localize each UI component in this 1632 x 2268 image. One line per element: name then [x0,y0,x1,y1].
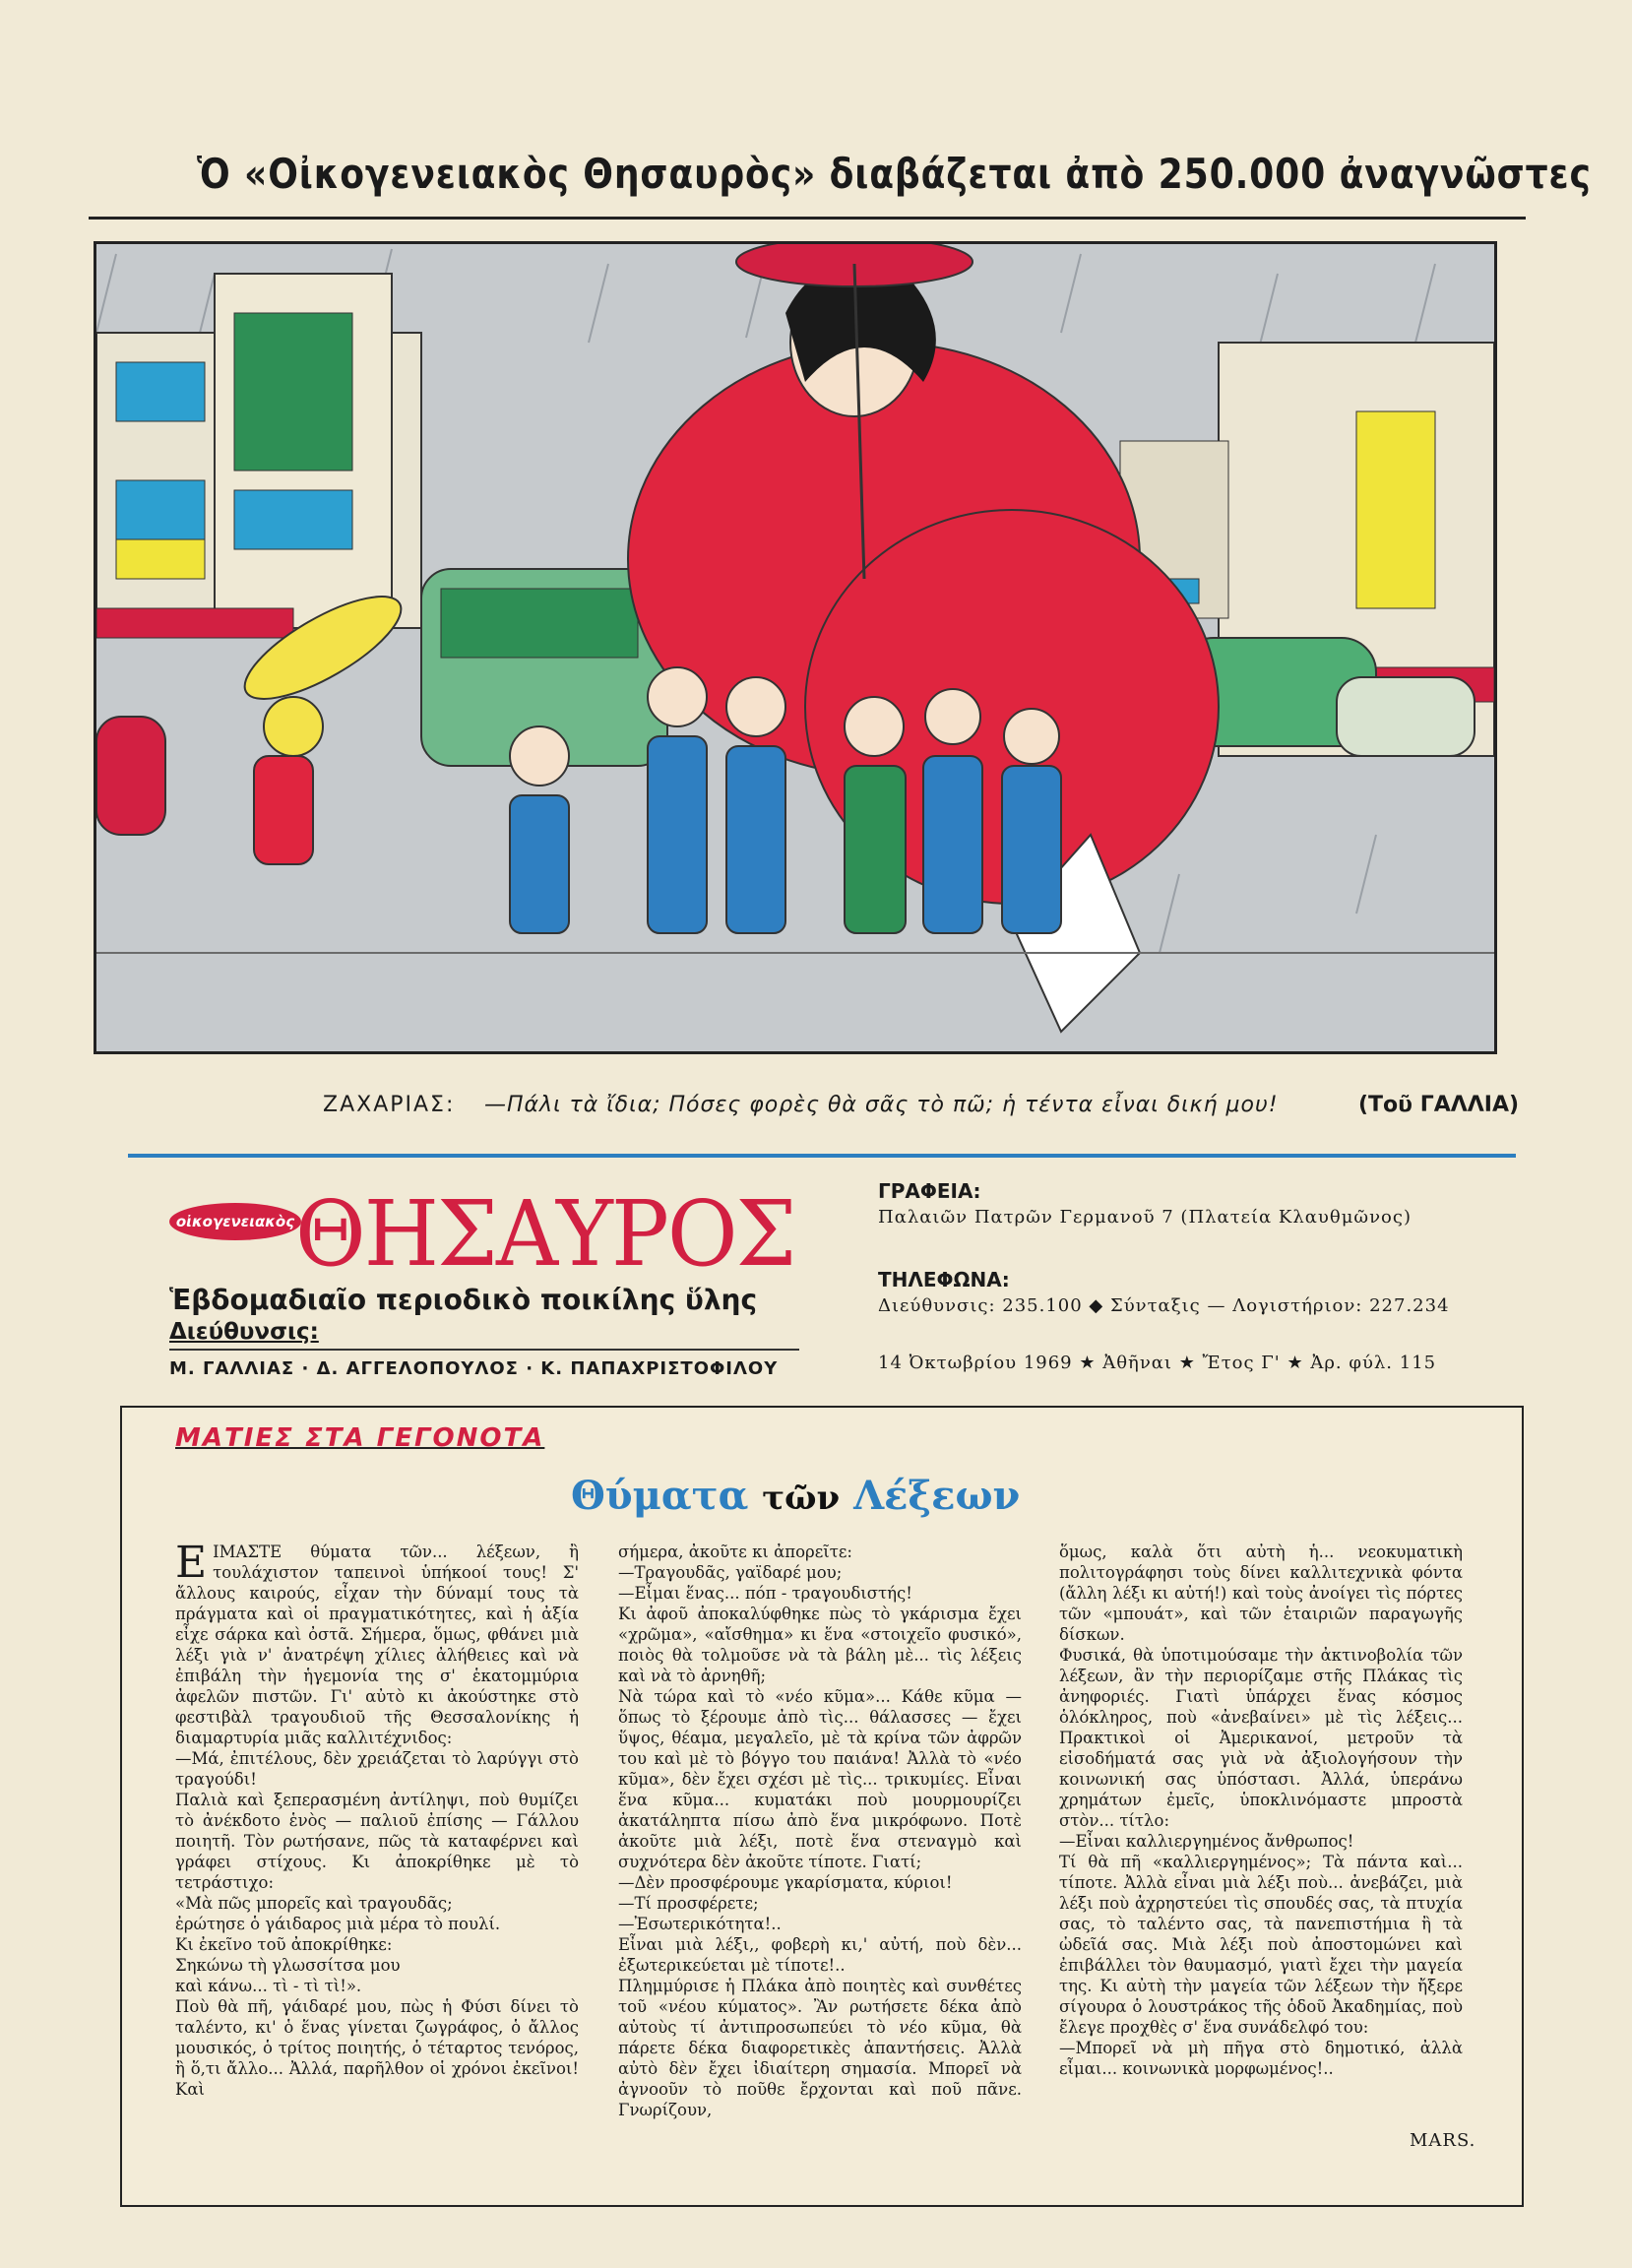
article-title [571,1473,1020,1519]
magazine-subtitle: Ἑβδομαδιαῖο περιοδικὸ ποικίλης ὕλης [169,1284,758,1316]
drop-cap: E [175,1538,208,1588]
phones-line: Διεύθυνσις: 235.100 ◆ Σύνταξις — Λογιστήριον: 227.234 [878,1295,1450,1316]
offices-label: ΓΡΑΦΕΙΑ: [878,1179,981,1203]
logo-badge: οἰκογενειακὸς [169,1203,301,1240]
masthead-rule [128,1154,1516,1158]
page-headline: Ὁ «Οἰκογενειακὸς Θησαυρὸς» διαβάζεται ἀπὸ 250.000 ἀναγνῶστες [197,150,1592,198]
headline-rule [89,217,1526,220]
caption-speaker: ΖΑΧΑΡΙΑΣ: [323,1093,456,1117]
cartoon-illustration [94,241,1497,1054]
article-column-3: ὅμως, καλὰ ὅτι αὐτὴ ἡ... νεοκυματικὴ πολιτογράφησι τοὺς δίνει καλλιτεχνικὰ φόντα (ἄλλη λέξι κι αὐτή!) καὶ τοὺς ἀνοίγει τὶς πόρτες τῶν «μπουάτ», καὶ τῶν ἑταιριῶν παραγωγῆς δίσκων. Φυσικά, θὰ ὑποτιμούσαμε τὴν ἀκτινοβολία τῶν λέξεων, ἂν τὴν περιορίζαμε στῆς Πλάκας τὶς ἀνηφοριές. Γιατὶ ὑπάρχει ἕνας κόσμος ὁλόκληρος, ποὺ «ἀνεβαίνει» μὲ τὶς λέξεις... Πρακτικοὶ οἱ Ἀμερικανοί, μετροῦν τὰ εἰσοδήματά σας γιὰ νὰ ἀξιολογήσουν τὴν κοινωνική σας ὑπόστασι. Ἀλλά, ὑπεράνω χρημάτων ἐμεῖς, ὑποκλινόμαστε μπροστὰ στὸν... τίτλο: —Εἶναι καλλιεργημένος ἄνθρωπος! Τί θὰ πῆ «καλλιεργημένος»; Τὰ πάντα καὶ... τίποτε. Ἀλλὰ εἶναι μιὰ λέξι ποὺ... ἀνεβάζει, μιὰ λέξι ποὺ ἀχρηστεύει τὶς σπουδές σας, τὰ πτυχία σας, τὸ ταλέντο σας, τὰ πανεπιστήμια ἢ τὰ ὠδεῖά σας. Μιὰ λέξι ποὺ ἀποστομώνει καὶ ἐπιβάλλει τὸν θαυμασμό, γιατὶ ἔχει τὴν μαγεία της. Κι αὐτὴ τὴν μαγεία τῶν λέξεων τὴν ἤξερε σίγουρα ὁ λουστράκος τῆς ὁδοῦ Ἀκαδημίας, ποὺ ἔλεγε προχθὲς σ' ἕνα συνάδελφό του: —Μπορεῖ νὰ μὴ πῆγα στὸ δημοτικό, ἀλλὰ εἶμαι... κοινωνικὰ μορφωμένος!.. [1059,1543,1463,2078]
cartoon-caption: —Πάλι τὰ ἴδια; Πόσες φορὲς θὰ σᾶς τὸ πῶ; ἡ τέντα εἶναι δική μου! [484,1093,1279,1117]
article-title-part-1: Θύματα [571,1473,749,1519]
directors-label: Διεύθυνσις: [169,1319,319,1345]
article-title-part-2: τῶν [762,1479,841,1518]
article-title-part-3: Λέξεων [853,1473,1021,1519]
section-label: ΜΑΤΙΕΣ ΣΤΑ ΓΕΓΟΝΟΤΑ [175,1423,545,1453]
article-column-1 [175,1538,579,2100]
cartoon-drawing [96,244,1494,1051]
directors-rule [169,1349,799,1351]
author-signature: MARS. [1410,2130,1476,2151]
article-column-2: σήμερα, ἀκοῦτε κι ἀπορεῖτε: —Τραγουδᾶς, γαϊδαρέ μου; —Εἶμαι ἕνας... πόπ - τραγουδιστής! Κι ἀφοῦ ἀποκαλύφθηκε πὼς τὸ γκάρισμα ἔχει «χρῶμα», «αἴσθημα» κι ἕνα «στοιχεῖο φυσικό», ποιὸς θὰ τολμοῦσε νὰ τὰ βάλη μὲ... τὶς λέξεις καὶ νὰ τὸ ἀρνηθῆ; Νὰ τώρα καὶ τὸ «νέο κῦμα»... Κάθε κῦμα — ὅπως τὸ ξέρουμε ἀπὸ τὶς... θάλασσες — ἔχει ὕψος, θέαμα, μεγαλεῖο, μὲ τὰ κρίνα τῶν ἀφρῶν του καὶ μὲ τὸ βόγγο του παιάνα! Ἀλλὰ τὸ «νέο κῦμα», δὲν ἔχει σχέσι μὲ τὶς... τρικυμίες. Εἶναι ἕνα κῦμα... κυματάκι ποὺ μουρμουρίζει ἀκατάληπτα πίσω ἀπὸ ἕνα μικρόφωνο. Ποτὲ ἀκοῦτε μιὰ λέξι, ποτὲ ἕνα στεναγμὸ καὶ συχνότερα δὲν ἀκοῦτε τίποτε. Γιατί; —Δὲν προσφέρουμε γκαρίσματα, κύριοι! —Τί προσφέρετε; —Ἐσωτερικότητα!.. Εἶναι μιὰ λέξι,, φοβερὴ κι,' αὐτή, ποὺ δὲν... ἐξωτερικεύεται μὲ τίποτε!.. Πλημμύρισε ἡ Πλάκα ἀπὸ ποιητὲς καὶ συνθέτες τοῦ «νέου κύματος». Ἂν ρωτήσετε δέκα ἀπὸ αὐτοὺς τί ἀντιπροσωπεύει τὸ νέο κῦμα, θὰ πάρετε δέκα διαφορετικὲς ἀπαντήσεις. Ἀλλὰ αὐτὸ δὲν ἔχει ἰδιαίτερη σημασία. Μπορεῖ νὰ ἀγνοοῦν τὸ ποῦθε ἔρχονται καὶ ποῦ πᾶνε. Γνωρίζουν, [618,1543,1022,2119]
phones-label: ΤΗΛΕΦΩΝΑ: [878,1268,1010,1292]
offices-address: Παλαιῶν Πατρῶν Γερμανοῦ 7 (Πλατεία Κλαυθμῶνος) [878,1207,1412,1228]
logo-title: ΘΗΣΑΥΡΟΣ [295,1181,795,1287]
cartoon-credit: (Τοῦ ΓΑΛΛΙΑ) [1358,1093,1520,1117]
issue-line: 14 Ὀκτωβρίου 1969 ★ Ἀθῆναι ★ Ἔτος Γ' ★ Ἀρ. φύλ. 115 [878,1353,1437,1373]
directors-names: Μ. ΓΑΛΛΙΑΣ · Δ. ΑΓΓΕΛΟΠΟΥΛΟΣ · Κ. ΠΑΠΑΧΡΙΣΤΟΦΙΛΟΥ [169,1358,779,1379]
column-1-text: ΙΜΑΣΤΕ θύματα τῶν... λέξεων, ἢ τουλάχιστον ταπεινοὶ ὑπήκοοί τους! Σ' ἄλλους καιρούς, εἶχαν τὴν δύναμί τους τὰ πράγματα καὶ οἱ πραγματικότητες, καὶ ἡ ἀξία εἶχε σάρκα καὶ ὀστᾶ. Σήμερα, ὅμως, φθάνει μιὰ λέξι γιὰ ν' ἀνατρέψη χίλιες ἀλήθειες καὶ νὰ ἐπιβάλη τὴν ἡγεμονία της σ' ἑκατομμύρια ἀφελῶν πιστῶν. Γι' αὐτὸ κι ἀκούστηκε στὸ φεστιβὰλ τραγουδιοῦ τῆς Θεσσαλονίκης ἡ διαμαρτυρία μιᾶς καλλιτέχνιδος: —Μά, ἐπιτέλους, δὲν χρειάζεται τὸ λαρύγγι στὸ τραγούδι! Παλιὰ καὶ ξεπερασμένη ἀντίληψι, ποὺ θυμίζει τὸ ἀνέκδοτο ἑνὸς — παλιοῦ ἐπίσης — Γάλλου ποιητῆ. Τὸν ρωτήσανε, πῶς τὰ καταφέρνει καὶ γράφει στίχους. Κι ἀποκρίθηκε μὲ τὸ τετράστιχο: «Μὰ πῶς μπορεῖς καὶ τραγουδᾶς; ἐρώτησε ὁ γάιδαρος μιὰ μέρα τὸ πουλί. Κι ἐκεῖνο τοῦ ἀποκρίθηκε: Σηκώνω τὴ γλωσσίτσα μου καὶ κάνω... τὶ - τὶ τὶ!». Ποὺ θὰ πῆ, γάιδαρέ μου, πὼς ἡ Φύσι δίνει τὸ ταλέντο, κι' ὁ ἕνας γίνεται ζωγράφος, ὁ ἄλλος μουσικός, ὁ τρίτος ποιητής, ὁ τέταρτος τενόρος, ἢ ὅ,τι ἄλλο... Ἀλλά, παρῆλθον οἱ χρόνοι ἐκεῖνοι! Καὶ [175,1543,579,2099]
